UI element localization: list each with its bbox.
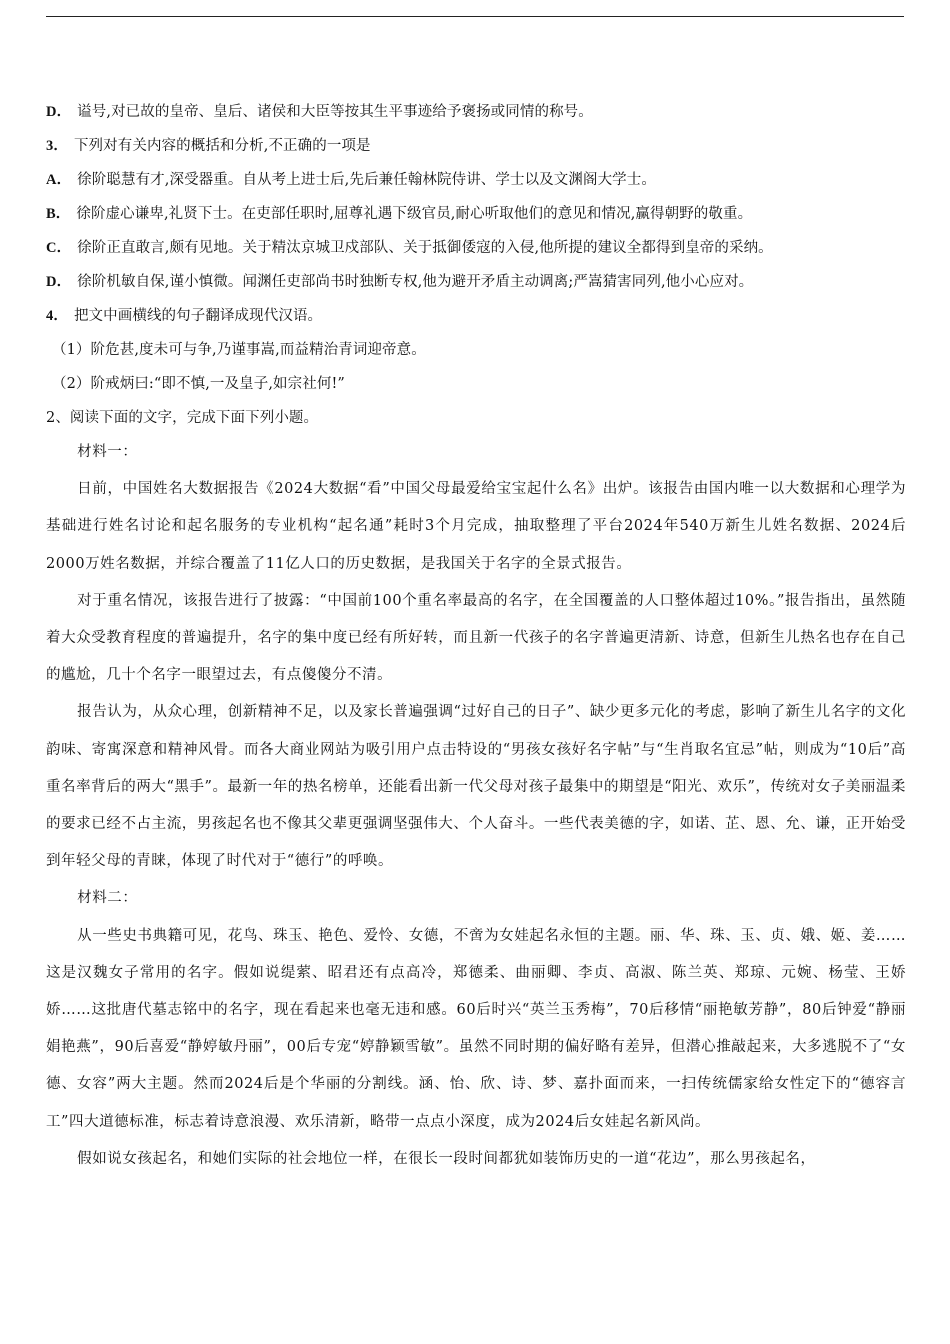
question-3-option-b [46,197,906,231]
material-1-paragraph-2: 对于重名情况，该报告进行了披露：“中国前100个重名率最高的名字，在全国覆盖的人口整体超过10%。”报告指出，虽然随着大众受教育程度的普遍提升，名字的集中度已经有所好转，而且新一代孩子的名字普遍更清新、诗意，但新生儿热名也存在自己的尴尬，几十个名字一眼望过去，有点傻傻分不清。 [46,592,906,684]
material-2-label: 材料二： [77,890,138,907]
question-3-option-d [46,265,906,299]
question-3-option-c [46,231,906,265]
material-1-paragraph-1: 日前，中国姓名大数据报告《2024大数据“看”中国父母最爱给宝宝起什么名》出炉。该报告由国内唯一以大数据和心理学为基础进行姓名讨论和起名服务的专业机构“起名通”耗时3个月完成，抽取整理了平台2024年540万新生儿姓名数据、2024后2000万姓名数据，并综合覆盖了11亿人口的历史数据，是我国关于名字的全景式报告。 [46,481,906,572]
option-letter: A． [46,172,72,188]
material-1-paragraph-3: 报告认为，从众心理，创新精神不足，以及家长普遍强调“过好自己的日子”、缺少更多元化的考虑，影响了新生儿名字的文化韵味、寄寓深意和精神风骨。而各大商业网站为吸引用户点击特设的“男孩女孩好名字帖”与“生肖取名宜忌”帖，则成为“10后”高重名率背后的两大“黑手”。最新一年的热名榜单，还能看出新一代父母对孩子最集中的期望是“阳光、欢乐”，传统对女子美丽温柔的要求已经不占主流，男孩起名也不像其父辈更强调坚强伟大、个人奋斗。一些代表美德的字，如诺、芷、恩、允、谦，正开始受到年轻父母的青睐，体现了时代对于“德行”的呼唤。 [46,704,906,870]
question-text: 把文中画横线的句子翻译成现代汉语。 [73,308,323,324]
option-text: 徐阶虚心谦卑,礼贤下士。在吏部任职时,屈尊礼遇下级官员,耐心听取他们的意见和情况,赢得朝野的敬重。 [76,206,753,222]
question-4-item-2: （2）阶戒炳曰:“即不慎,一及皇子,如宗社何!” [52,376,345,392]
option-text: 徐阶聪慧有才,深受器重。自从考上进士后,先后兼任翰林院侍讲、学士以及文渊阁大学士。 [77,172,656,188]
question-4-item-1: （1）阶危甚,度未可与争,乃谨事嵩,而益精治青词迎帝意。 [52,342,426,358]
option-text: 徐阶正直敢言,颇有见地。关于精汰京城卫戍部队、关于抵御倭寇的入侵,他所提的建议全都得到皇帝的采纳。 [77,240,773,256]
material-1-label: 材料一： [77,444,138,460]
question-3-stem [46,129,906,163]
section-2-heading: 2、阅读下面的文字，完成下面下列小题。 [46,410,319,426]
question-number: 4． [46,308,68,324]
option-d-previous [46,95,906,129]
reading-passage [46,434,906,1178]
question-4-stem [46,299,906,333]
option-text: 谥号,对已故的皇帝、皇后、诸侯和大臣等按其生平事迹给予褒扬或同情的称号。 [77,104,593,120]
option-letter: B． [46,206,71,222]
question-text: 下列对有关内容的概括和分析,不正确的一项是 [73,138,371,154]
option-letter: D． [46,104,72,120]
header-rule [46,16,904,17]
question-block [46,95,906,435]
question-number: 3． [46,138,68,154]
option-letter: C． [46,240,72,256]
option-text: 徐阶机敏自保,谨小慎微。闻渊任吏部尚书时独断专权,他为避开矛盾主动调离;严嵩猜害同列,他小心应对。 [77,274,754,290]
material-2-paragraph-2: 假如说女孩起名，和她们实际的社会地位一样，在很长一段时间都犹如装饰历史的一道“花边”，那么男孩起名， [77,1150,816,1167]
question-3-option-a [46,163,906,197]
option-letter: D． [46,274,72,290]
material-2-paragraph-1: 从一些史书典籍可见，花鸟、珠玉、艳色、爱怜、女德，不啻为女娃起名永恒的主题。丽、华、珠、玉、贞、娥、姬、姜……这是汉魏女子常用的名字。假如说缇萦、昭君还有点高冷，郑德柔、曲丽卿、李贞、高淑、陈兰英、郑琼、元婉、杨莹、王娇娇……这批唐代墓志铭中的名字，现在看起来也毫无违和感。60后时兴“英兰玉秀梅”，70后移情“丽艳敏芳静”，80后钟爱“静丽娟艳燕”，90后喜爱“静婷敏丹丽”，00后专宠“婷静颖雪敏”。虽然不同时期的偏好略有差异，但潜心推敲起来，大多逃脱不了“女德、女容”两大主题。然而2024后是个华丽的分割线。涵、怡、欣、诗、梦、嘉扑面而来，一扫传统儒家给女性定下的“德容言工”四大道德标准，标志着诗意浪漫、欢乐清新，略带一点点小深度，成为2024后女娃起名新风尚。 [46,927,906,1130]
